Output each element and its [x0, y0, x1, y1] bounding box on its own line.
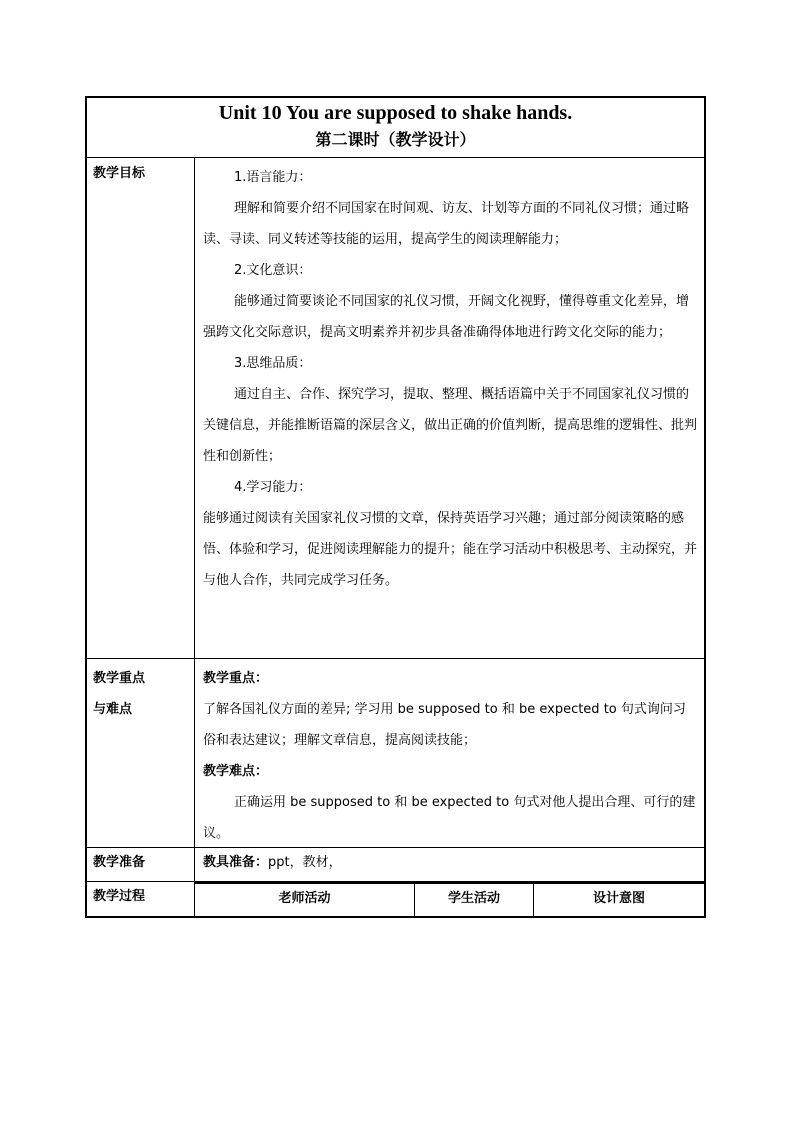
goal-heading: 2.文化意识： [234, 263, 312, 278]
title-block [87, 98, 704, 158]
goal-text: 能够通过简要谈论不同国家的礼仪习惯，开阔文化视野，懂得尊重文化差异，增强跨文化交际意识，提高文明素养并初步具备准确得体地进行跨文化交际的能力； [203, 294, 690, 340]
goal-text: 通过自主、合作、探究学习，提取、整理、概括语篇中关于不同国家礼仪习惯的关键信息，并能推断语篇的深层含义，做出正确的价值判断，提高思维的逻辑性、批判性和创新性； [203, 387, 698, 464]
prep-text: ppt，教材， [268, 855, 342, 870]
preparation-content [195, 848, 704, 881]
row-teaching-process [87, 882, 704, 916]
row-preparation [87, 848, 704, 882]
label-teaching-goals: 教学目标 [87, 158, 195, 658]
row-key-points [87, 659, 704, 848]
lesson-plan-table [85, 96, 706, 918]
goals-content [195, 158, 704, 658]
column-teacher-activity: 老师活动 [195, 882, 415, 916]
title-english: Unit 10 You are supposed to shake hands. [218, 102, 573, 124]
goal-heading: 1.语言能力： [234, 170, 312, 185]
prep-heading: 教具准备： [203, 855, 269, 870]
label-preparation: 教学准备 [87, 848, 195, 881]
focus-text: 了解各国礼仪方面的差异; 学习用 be supposed to 和 be expected to 句式询问习俗和表达建议；理解文章信息，提高阅读技能； [203, 702, 686, 748]
goal-text: 能够通过阅读有关国家礼仪习惯的文章，保持英语学习兴趣；通过部分阅读策略的感悟、体验和学习，促进阅读理解能力的提升；能在学习活动中积极思考、主动探究，并与他人合作，共同完成学习任务。 [203, 511, 698, 588]
label-teaching-process: 教学过程 [87, 882, 195, 916]
difficulty-heading: 教学难点： [203, 764, 269, 779]
label-key-line1: 教学重点 [93, 671, 146, 686]
goal-heading: 3.思维品质： [234, 356, 312, 371]
label-key-points [87, 659, 195, 847]
goal-text: 理解和简要介绍不同国家在时间观、访友、计划等方面的不同礼仪习惯；通过略读、寻读、同义转述等技能的运用，提高学生的阅读理解能力； [203, 201, 690, 247]
title-chinese: 第二课时（教学设计） [315, 130, 476, 149]
process-columns [195, 882, 704, 916]
difficulty-text: 正确运用 be supposed to 和 be expected to 句式对他人提出合理、可行的建议。 [203, 795, 696, 841]
goal-heading: 4.学习能力： [234, 480, 312, 495]
focus-heading: 教学重点： [203, 671, 269, 686]
row-teaching-goals [87, 158, 704, 659]
column-student-activity: 学生活动 [415, 882, 534, 916]
label-key-line2: 与难点 [93, 702, 133, 717]
column-design-intent: 设计意图 [534, 882, 704, 916]
key-points-content [195, 659, 704, 847]
